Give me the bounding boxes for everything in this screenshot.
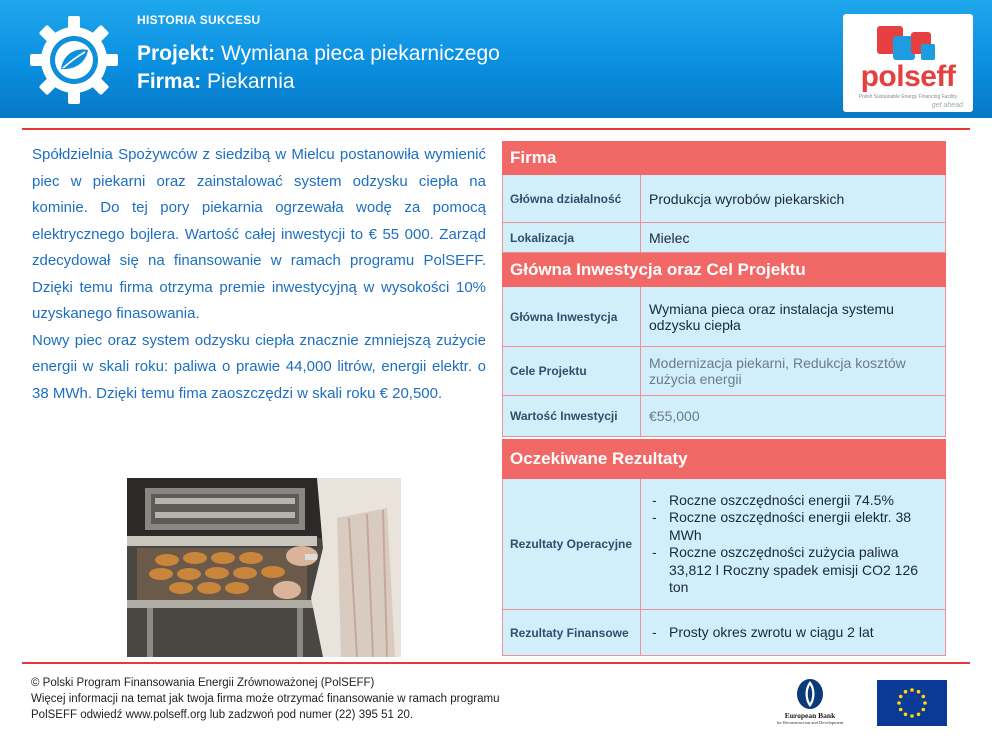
story-paragraph-1: Spółdzielnia Spożywców z siedzibą w Mielcu postanowiła wymienić piec w piekarni oraz zainstalować system odzysku ciepła na kominie. Do tej pory piekarnia ogrzewała wodę za pomocą elektrycznego bojlera. Wartość całej inwestycji to € 55 000. Zarząd zdecydował się na finansowanie w ramach programu PolSEFF. Dzięki temu firma otrzyma premie inwestycyjną w wysokości 10% uzyskanego finasowania. [32,146,486,322]
footer-contact-line: PolSEFF odwiedź www.polseff.org lub zadzwoń pod numer (22) 395 51 20. [31,709,414,721]
footer-copyright: © Polski Program Finansowania Energii Zrównoważonej (PolSEFF) [31,677,375,689]
row-value: Produkcja wyrobów piekarskich [649,190,845,207]
story-paragraph-2: Nowy piec oraz system odzysku ciepła znacznie zmniejszą zużycie energii w skali roku: paliwa o prawie 44,000 litrów, energii elektr. o 38 MWh. Dzięki temu fima zaoszczędzi w skali roku € 20,500. [32,331,486,402]
table-row-dzialalnosc [502,175,946,223]
footer-text [31,675,499,723]
project-value: Wymiana pieca piekarniczego [221,42,500,65]
row-label: Wartość Inwestycji [503,396,641,436]
row-label: Rezultaty Operacyjne [503,479,641,609]
row-value: €55,000 [649,408,700,424]
row-value: Mielec [649,229,690,246]
row-value [641,610,945,655]
footer-info-line: Więcej informacji na temat jak twoja firma może otrzymać finansowanie w ramach programu [31,693,500,705]
row-value [641,479,945,609]
story-text [32,142,486,407]
results-list [649,624,874,642]
table-row-cele-projektu [502,347,946,396]
list-item: - Roczne oszczędności zużycia paliwa 33,812 l Roczny spadek emisji CO2 126 ton [649,544,937,597]
section-header-rezultaty: Oczekiwane Rezultaty [502,439,946,479]
row-label: Lokalizacja [503,223,641,252]
row-label: Główna Inwestycja [503,287,641,346]
company-value: Piekarnia [207,70,295,93]
header-banner [0,0,992,118]
row-value: Modernizacja piekarni, Redukcja kosztów zużycia energii [649,355,906,387]
project-title [137,42,500,66]
table-row-lokalizacja [502,223,946,253]
section-header-inwestycja: Główna Inwestycja oraz Cel Projektu [502,253,946,287]
gear-leaf-icon [28,14,120,106]
list-item: - Roczne oszczędności energii elektr. 38 MWh [649,509,937,544]
top-divider [22,128,970,130]
polseff-logo-mark [873,22,945,64]
polseff-logo-sub: Polish Sustainable Energy Financing Facility [858,94,958,100]
list-item: - Prosty okres zwrotu w ciągu 2 lat [649,624,874,642]
project-label: Projekt: [137,42,216,65]
bakery-oven-photo [127,478,401,657]
list-item: - Roczne oszczędności energii 74.5% [649,492,937,510]
polseff-logo-word: polseff [860,60,956,93]
table-row-wartosc-inwestycji [502,396,946,437]
row-label: Główna działalność [503,175,641,222]
table-row-glowna-inwestycja [502,287,946,347]
ebrd-logo [764,678,856,728]
table-row-rezultaty-finansowe [502,610,946,656]
project-info-table [502,141,946,656]
polseff-logo [843,14,973,112]
ebrd-name: European Bank [784,711,836,720]
table-row-rezultaty-operacyjne [502,479,946,610]
results-list [649,492,937,597]
row-label: Cele Projektu [503,347,641,395]
story-tag: HISTORIA SUKCESU [137,13,261,27]
ebrd-emblem-icon [796,678,824,710]
eu-flag-icon [877,680,947,726]
company-title [137,70,295,94]
section-header-firma: Firma [502,141,946,175]
ebrd-subtitle: for Reconstruction and Development [776,720,844,725]
row-value: Wymiana pieca oraz instalacja systemu odzysku ciepła [649,300,894,333]
row-label: Rezultaty Finansowe [503,610,641,655]
bottom-divider [22,662,970,664]
company-label: Firma: [137,70,202,93]
polseff-tagline: get ahead [931,102,963,109]
